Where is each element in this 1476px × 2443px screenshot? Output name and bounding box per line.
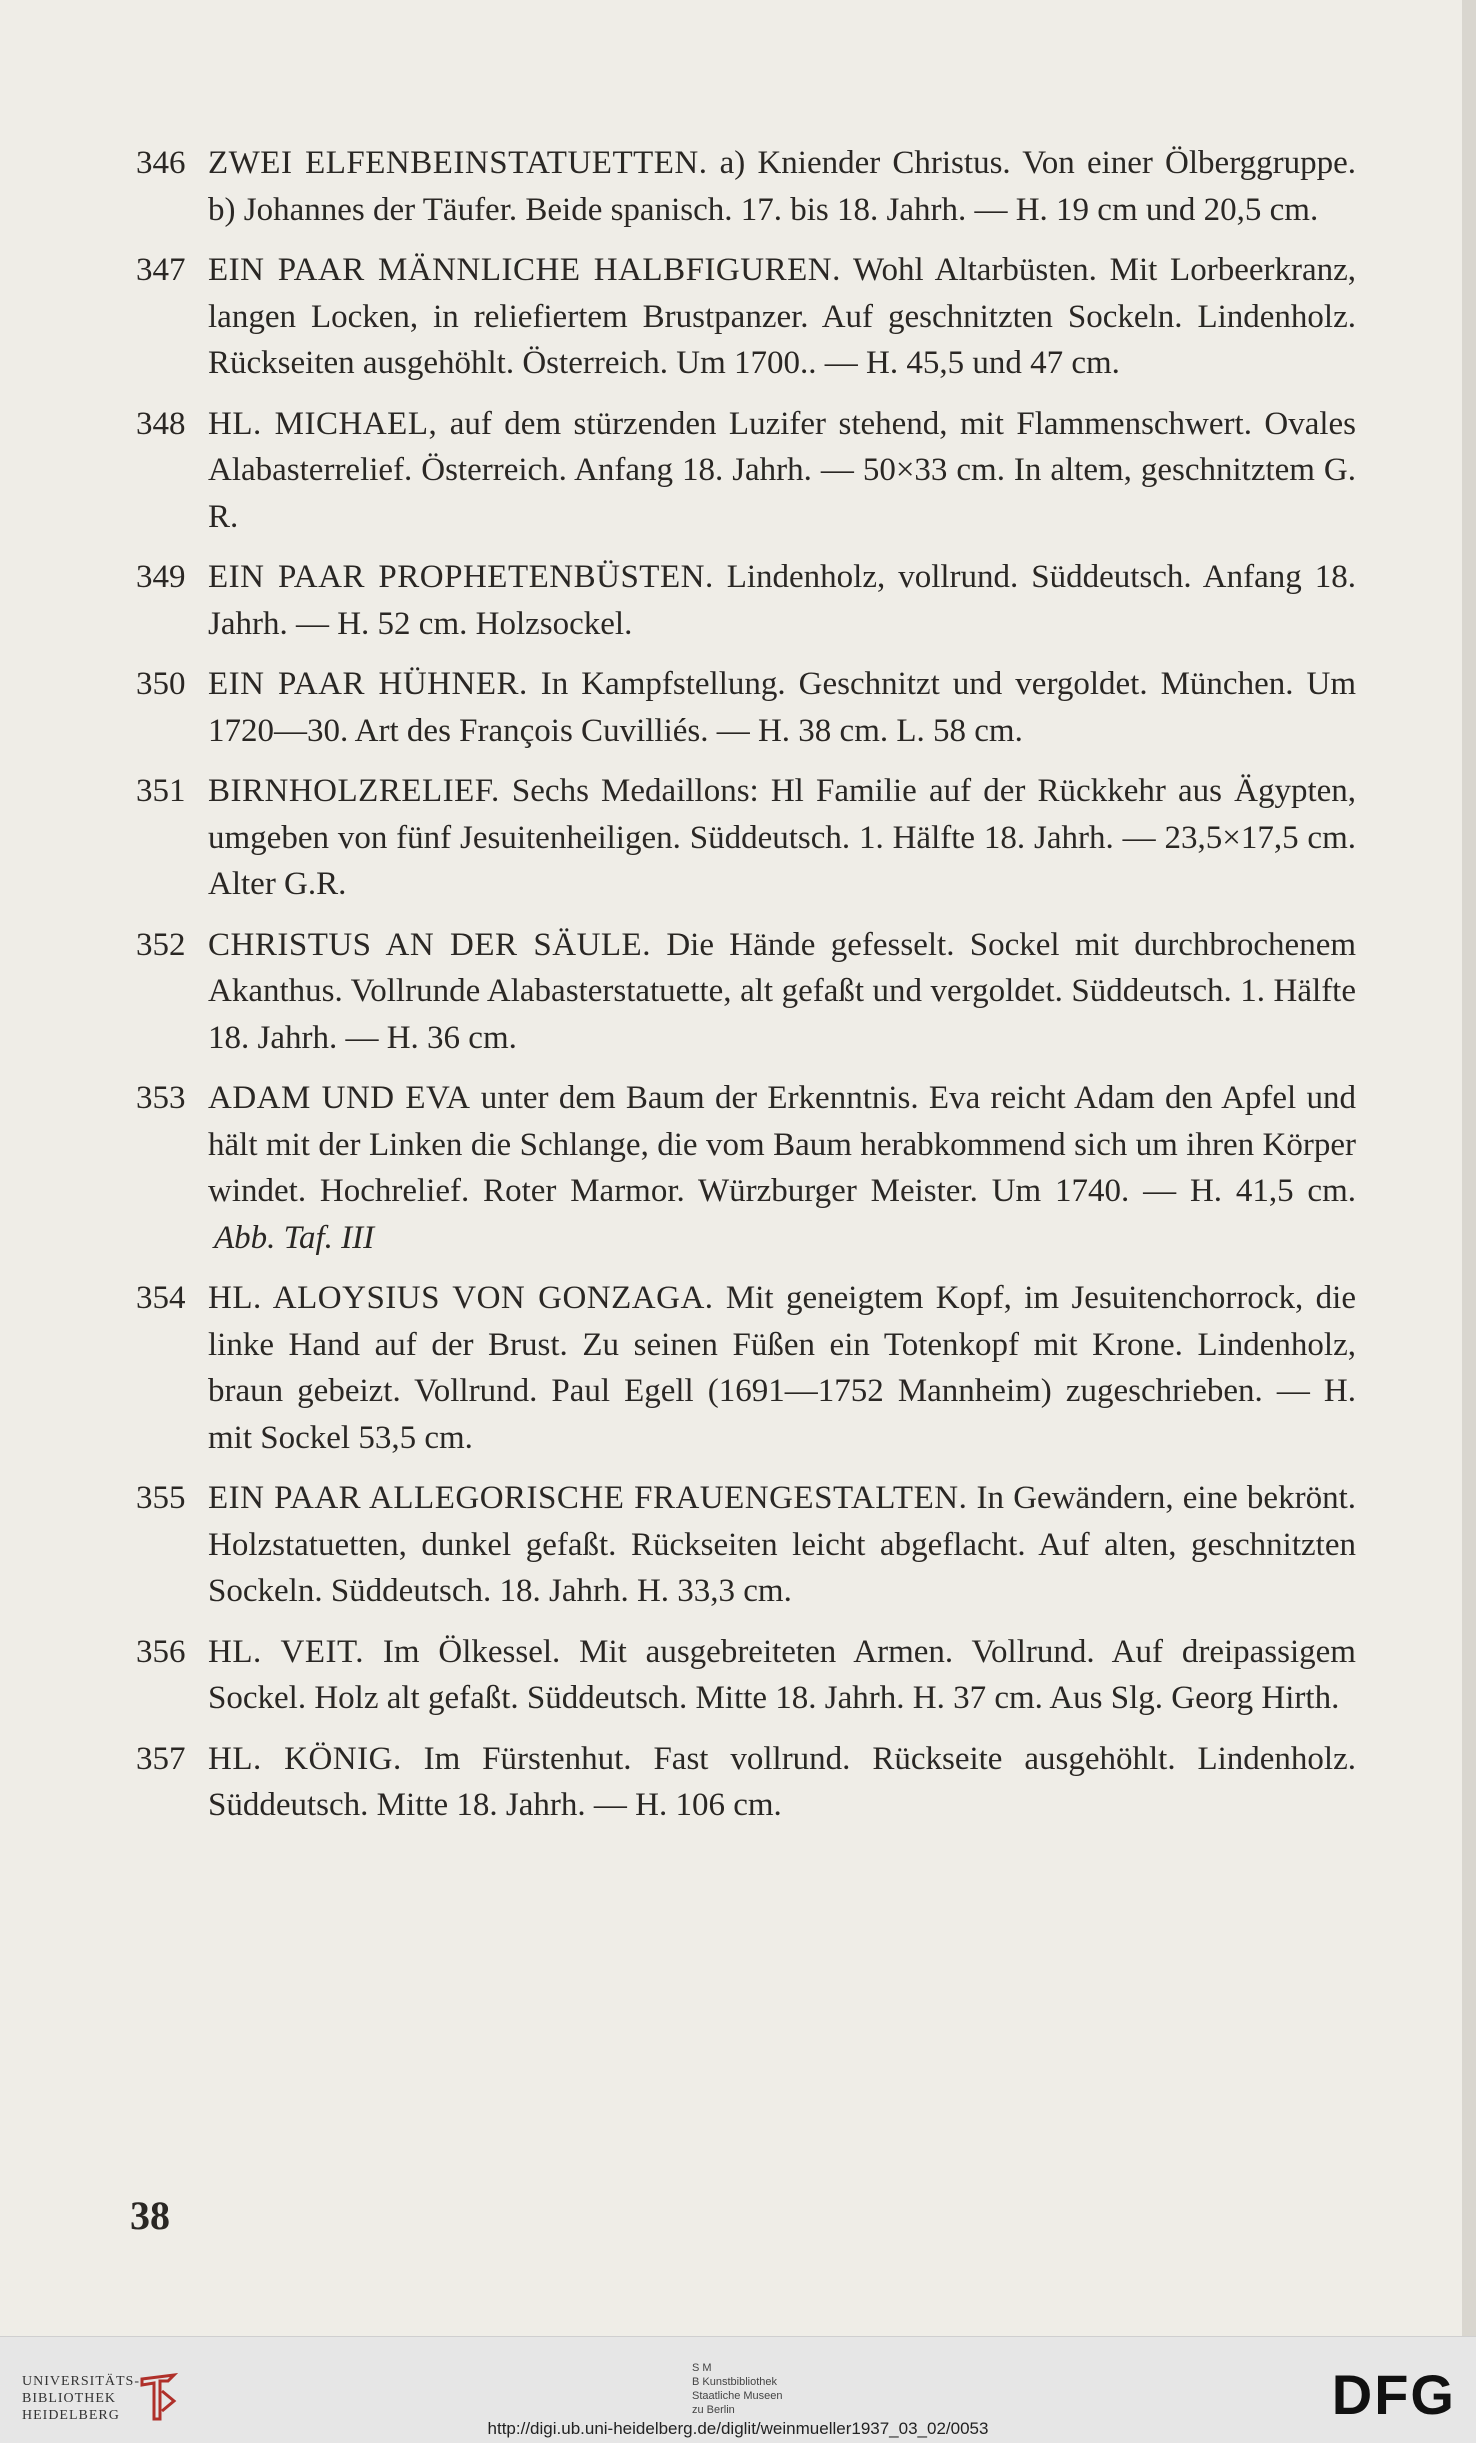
entry-body: Die Hände gefesselt. Sockel mit durchbrochenem Akanthus. Vollrunde Alabasterstatuette, alt gefaßt und vergoldet. Süddeutsch. 1. Hälfte 18. Jahrh. — H. 36 cm.: [208, 926, 1357, 1056]
entry-body: Wohl Altarbüsten. Mit Lorbeerkranz, langen Locken, in reliefiertem Brustpanzer. Auf geschnitzten Sockeln. Lindenholz. Rückseiten ausgehöhlt. Österreich. Um 1700.. — H. 45,5 und 47 cm.: [208, 252, 1357, 381]
entry-title: ADAM UND EVA: [208, 1080, 471, 1116]
entry-body: Lindenholz, vollrund. Süddeutsch. Anfang 18. Jahrh. — H. 52 cm. Holzsockel.: [208, 559, 1356, 642]
entry-title: HL. VEIT.: [208, 1633, 364, 1670]
entry-number: 355: [136, 1480, 186, 1516]
entry-body: Sechs Medaillons: Hl Familie auf der Rückkehr aus Ägypten, umgeben von fünf Jesuitenheiligen. Süddeutsch. 1. Hälfte 18. Jahrh. — 23,5×17,5 cm. Alter G.R.: [208, 773, 1357, 902]
catalog-entry: [136, 768, 1356, 908]
entry-text: [208, 1736, 1356, 1829]
catalog-entry: [136, 1075, 1356, 1261]
entry-number: 350: [136, 666, 186, 702]
entry-text: [208, 922, 1356, 1062]
entry-text: [208, 768, 1356, 908]
logo-line: HEIDELBERG: [22, 2408, 120, 2423]
entry-body: Im Fürstenhut. Fast vollrund. Rückseite ausgehöhlt. Lindenholz. Süddeutsch. Mitte 18. Jahrh. — H. 106 cm.: [208, 1740, 1356, 1823]
catalog-entry: [136, 554, 1356, 647]
entry-number: 357: [136, 1740, 186, 1777]
entry-body: a) Kniender Christus. Von einer Ölberggruppe. b) Johannes der Täufer. Beide spanisch. 17. bis 18. Jahrh. — H. 19 cm und 20,5 cm.: [208, 145, 1356, 228]
viewer-footer: [0, 2336, 1476, 2443]
catalog-entry: [136, 401, 1356, 541]
entry-title: CHRISTUS AN DER SÄULE.: [208, 926, 651, 963]
entry-text: [208, 247, 1356, 387]
catalog-entry: [136, 661, 1356, 754]
entry-body: In Gewändern, eine bekrönt. Holzstatuetten, dunkel gefaßt. Rückseiten leicht abgeflacht. Auf alten, geschnitzten Sockeln. Süddeutsch. 18. Jahrh. H. 33,3 cm.: [208, 1480, 1356, 1609]
entry-title: HL. ALOYSIUS VON GONZAGA.: [208, 1280, 714, 1316]
entry-number: 352: [136, 926, 186, 963]
entry-text: [208, 140, 1356, 233]
entry-number: 349: [136, 559, 186, 595]
entry-title: EIN PAAR ALLEGORISCHE FRAUENGESTALTEN.: [208, 1480, 968, 1516]
kunstbibliothek-logo[interactable]: [692, 2361, 783, 2417]
logo-line: Staatliche Museen: [692, 2390, 783, 2402]
entry-number: 353: [136, 1080, 186, 1116]
catalog-entry: [136, 1275, 1356, 1461]
entry-body: unter dem Baum der Erkenntnis. Eva reicht Adam den Apfel und hält mit der Linken die Schlange, die vom Baum herabkommend sich um ihren Körper windet. Hochrelief. Roter Marmor. Würzburger Meister. Um 1740. — H. 41,5 cm.: [208, 1080, 1356, 1209]
plate-reference: Abb. Taf. III: [214, 1219, 375, 1256]
entry-text: [208, 401, 1356, 541]
entry-title: HL. KÖNIG.: [208, 1740, 402, 1777]
entry-number: 348: [136, 405, 186, 442]
entry-body: auf dem stürzenden Luzifer stehend, mit Flammenschwert. Ovales Alabasterrelief. Österreich. Anfang 18. Jahrh. — 50×33 cm. In altem, geschnitztem G. R.: [208, 405, 1357, 535]
entry-text: [208, 1629, 1356, 1722]
entry-title: EIN PAAR MÄNNLICHE HALBFIGUREN.: [208, 252, 841, 288]
entry-body: Mit geneigtem Kopf, im Jesuitenchorrock, die linke Hand auf der Brust. Zu seinen Füßen ein Totenkopf mit Krone. Lindenholz, braun gebeizt. Vollrund. Paul Egell (1691—1752 Mannheim) zugeschrieben. — H. mit Sockel 53,5 cm.: [208, 1280, 1357, 1456]
entry-number: 354: [136, 1280, 186, 1316]
catalog-entry: [136, 1475, 1356, 1615]
page-edge: [1462, 0, 1476, 2336]
dfg-logo[interactable]: DFG: [1331, 2363, 1456, 2426]
entry-text: [208, 1275, 1356, 1461]
entry-title: ZWEI ELFENBEINSTATUETTEN.: [208, 145, 708, 181]
entry-text: [208, 1475, 1356, 1615]
catalog-entry: [136, 1736, 1356, 1829]
logo-line: S M: [692, 2362, 712, 2374]
entry-title: HL. MICHAEL,: [208, 405, 438, 442]
entry-number: 347: [136, 252, 186, 288]
heidelberg-library-logo[interactable]: [22, 2373, 140, 2424]
entry-title: EIN PAAR HÜHNER.: [208, 666, 528, 702]
logo-line: UNIVERSITÄTS-: [22, 2374, 140, 2389]
library-emblem-icon: [138, 2371, 178, 2423]
entry-number: 351: [136, 773, 186, 809]
entry-number: 356: [136, 1633, 186, 1670]
catalog-entry: [136, 140, 1356, 233]
catalog-entry: [136, 1629, 1356, 1722]
catalog-entry: [136, 922, 1356, 1062]
permalink-url[interactable]: http://digi.ub.uni-heidelberg.de/diglit/weinmueller1937_03_02/0053: [487, 2419, 989, 2438]
entry-title: EIN PAAR PROPHETENBÜSTEN.: [208, 559, 714, 595]
logo-line: B Kunstbibliothek: [692, 2376, 777, 2388]
entry-body: In Kampfstellung. Geschnitzt und vergoldet. München. Um 1720—30. Art des François Cuvilliés. — H. 38 cm. L. 58 cm.: [208, 666, 1356, 749]
entry-number: 346: [136, 145, 186, 181]
catalog-list: [136, 140, 1356, 1843]
catalog-entry: [136, 247, 1356, 387]
page-number: 38: [130, 2193, 170, 2238]
logo-line: zu Berlin: [692, 2404, 735, 2416]
entry-body: Im Ölkessel. Mit ausgebreiteten Armen. Vollrund. Auf dreipassigem Sockel. Holz alt gefaßt. Süddeutsch. Mitte 18. Jahrh. H. 37 cm. Aus Slg. Georg Hirth.: [208, 1633, 1356, 1716]
entry-text: [208, 661, 1356, 754]
entry-text: [208, 554, 1356, 647]
logo-line: BIBLIOTHEK: [22, 2391, 116, 2406]
entry-title: BIRNHOLZRELIEF.: [208, 773, 500, 809]
entry-text: [208, 1075, 1356, 1261]
